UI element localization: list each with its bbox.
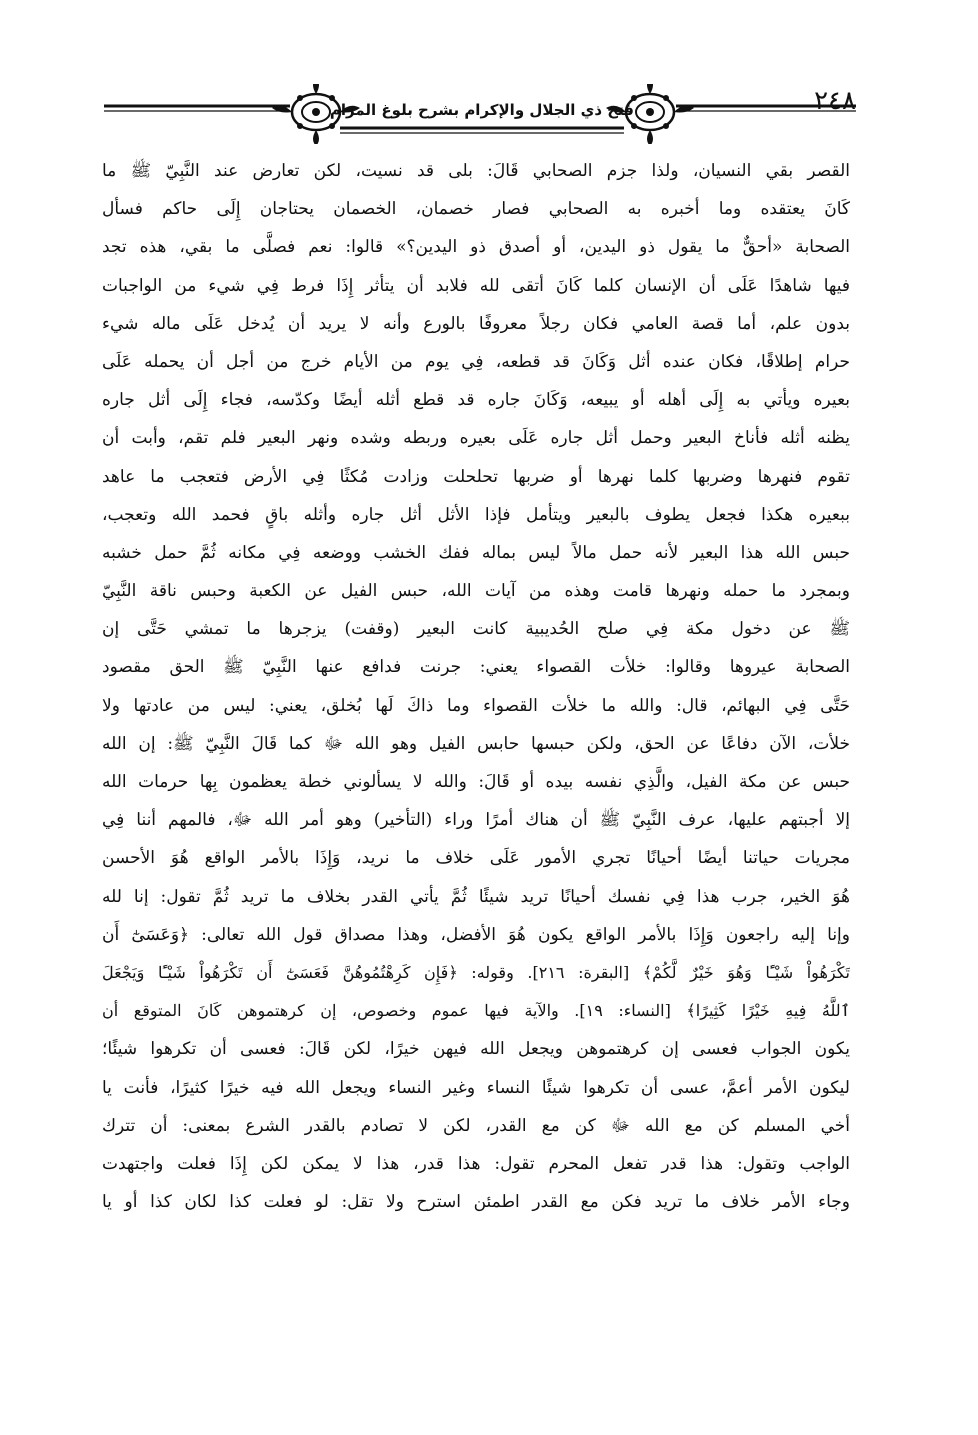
body-text [102,152,850,1221]
quran-verse-line: تَكْرَهُواْ شَيْـًٔا وَهُوَ خَيْرٌ لَّكُمْ﴾ [البقرة: ٢١٦]. وقوله: ﴿فَإِن كَرِهْتُمُوهُنَّ فَعَسَىٰٓ أَن تَكْرَهُواْ شَيْـًٔا وَيَجْعَلَ [102,962,850,982]
text-line: بعيره ويأتي به إِلَى أهله أو يبيعه، وَكَانَ جاره قد قطع أثله أيضًا وكدّسه، فجاء إِلَى أثل جاره [102,390,850,411]
text-line: الصحابة عيروها وقالوا: خلأت القصواء يعني: جرنت فدافع عنها النَّبِيّ ﷺ الحق مقصود [102,657,850,678]
text-line: يظنه أثله فأناخ البعير وحمل أثل جاره عَلَى بعيره وربطه وشده ونهر البعير فلم تقم، وأبت أن [102,428,850,449]
text-line: حبس الله هذا البعير لأنه حمل مالاً ليس بماله ففك الخشب ووضعه فِي مكانه ثُمَّ حمل خشبه [102,542,850,563]
text-line: وجاء الأمر خلاف ما تريد فكن مع القدر اطمئن استرح ولا تقل: لو فعلت كذا لكان كذا أو يا [102,1192,850,1213]
text-line: إلا أجبتهم عليها، عرف النَّبِيّ ﷺ أن هناك أمرًا وراء (التأخير) وهو أمر الله ﷻ، فالمهم أننا فِي [102,810,850,831]
page-number: ٢٤٨ [814,86,856,116]
text-line: فيها شاهدًا عَلَى أن الإنسان كلما كَانَ أتقى لله فلابد أن يتأثر إِذَا فرط فِي شيء من الواجبات [102,275,850,296]
text-line: الصحابة «أحقٌّ ما يقول ذو اليدين، أو أصدق ذو اليدين؟» قالوا: نعم فصلَّى ما بقي، هذه تجد [102,237,850,258]
text-line: الواجب وتقول: هذا قدر تفعل المحرم تقول: هذا قدر، هذا لا يمكن لكن إِذَا فعلت واجتهدت [102,1153,850,1174]
text-line: تقوم فنهرها وضربها كلما نهرها أو ضربها تحلحلت وزادت مُكثًا فِي الأرض فتعجب ما عاهد [102,466,850,487]
quran-verse-line: ٱللَّهُ فِيهِ خَيْرًا كَثِيرًا﴾ [النساء: ١٩]. والآية فيها عموم وخصوص، إن كرهتموهن كَانَ المتوقع أن [102,1001,850,1021]
page-header [104,84,856,144]
text-line: حرام إطلاقًا، فكان عنده أثل وَكَانَ قد قطعه، فِي يوم من الأيام خرج من أجل أن يحمله عَلَى [102,351,850,372]
text-line: ﷺ عن دخول مكة فِي صلح الحُديبية كانت البعير (وقفت) يزجرها ما تمشي حَتَّى إن [102,619,850,640]
text-line: كَانَ يعتقده وما أخبره به الصحابي فصار خصمان، الخصمان يحتاجان إِلَى حاكم فسأل [102,199,850,220]
text-line: خلأت، الآن دفاعًا عن الحق، ولكن حبسها حابس الفيل وهو الله ﷻ كما قَالَ النَّبِيّ ﷺ: إن الله [102,733,850,754]
text-line: هُوَ الخير، جرب هذا فِي نفسك أحيانًا تريد شيئًا ثُمَّ يأتي القدر بخلاف ما تريد ثُمَّ تقول: إنا لله [102,886,850,907]
text-line: ببعيره هكذا فجعل يطوف بالبعير ويتأمل فإذا الأثل أثل جاره وأثله باقٍ فحمد الله وتعجب، [102,504,850,525]
text-line: القصر بقي النسيان، ولذا جزم الصحابي قَالَ: بلى قد نسيت، لكن تعارض عند النَّبِيّ ﷺ ما [102,161,850,181]
text-line: أخي المسلم كن مع الله ﷻ كن مع القدر، لكن لا تصادم بالقدر الشرع بمعنى: أن تترك [102,1115,850,1136]
text-line: حبس عن مكة الفيل، والَّذِي نفسه بيده أو قَالَ: والله لا يسألوني خطة يعظمون بِها حرمات الله [102,772,850,792]
text-line: ليكون الأمر أعمَّ، عسى أن تكرهوا شيئًا النساء وغير النساء ويجعل الله فيه خيرًا كثيرًا، فأنت يا [102,1077,850,1098]
text-line: بدون علم، أما قصة العامي فكان رجلاً معروفًا بالورع وأنه لا يريد أن يُدخل عَلَى ماله شيء [102,313,850,334]
text-line: وبمجرد ما حمله ونهرها قامت وهذه من آيات الله، حبس الفيل عن الكعبة وحبس ناقة النَّبِيّ [102,581,850,602]
book-title: فتح ذي الجلال والإكرام بشرح بلوغ المرام [329,101,634,119]
text-line: مجريات حياتنا أيضًا أحيانًا تجري الأمور عَلَى خلاف ما نريد، وَإِذَا بالأمر الواقع هُوَ الأحسن [102,848,850,869]
text-line: حَتَّى فِي البهائم، قال: والله ما خلأت القصواء وما ذاكَ لَها بُخلق، يعني: ليس من عادتها ولا [102,695,850,716]
text-line: وإنا إليه راجعون وَإِذَا بالأمر الواقع يكون هُوَ الأفضل، وهذا مصداق قول الله تعالى: ﴿وَعَسَىٰٓ أَن [102,924,850,945]
text-line: يكون الجواب فعسى إن كرهتموهن ويجعل الله فيهن خيرًا، لكن قَالَ: فعسى أن تكرهوا شيئًا؛ [102,1039,850,1060]
